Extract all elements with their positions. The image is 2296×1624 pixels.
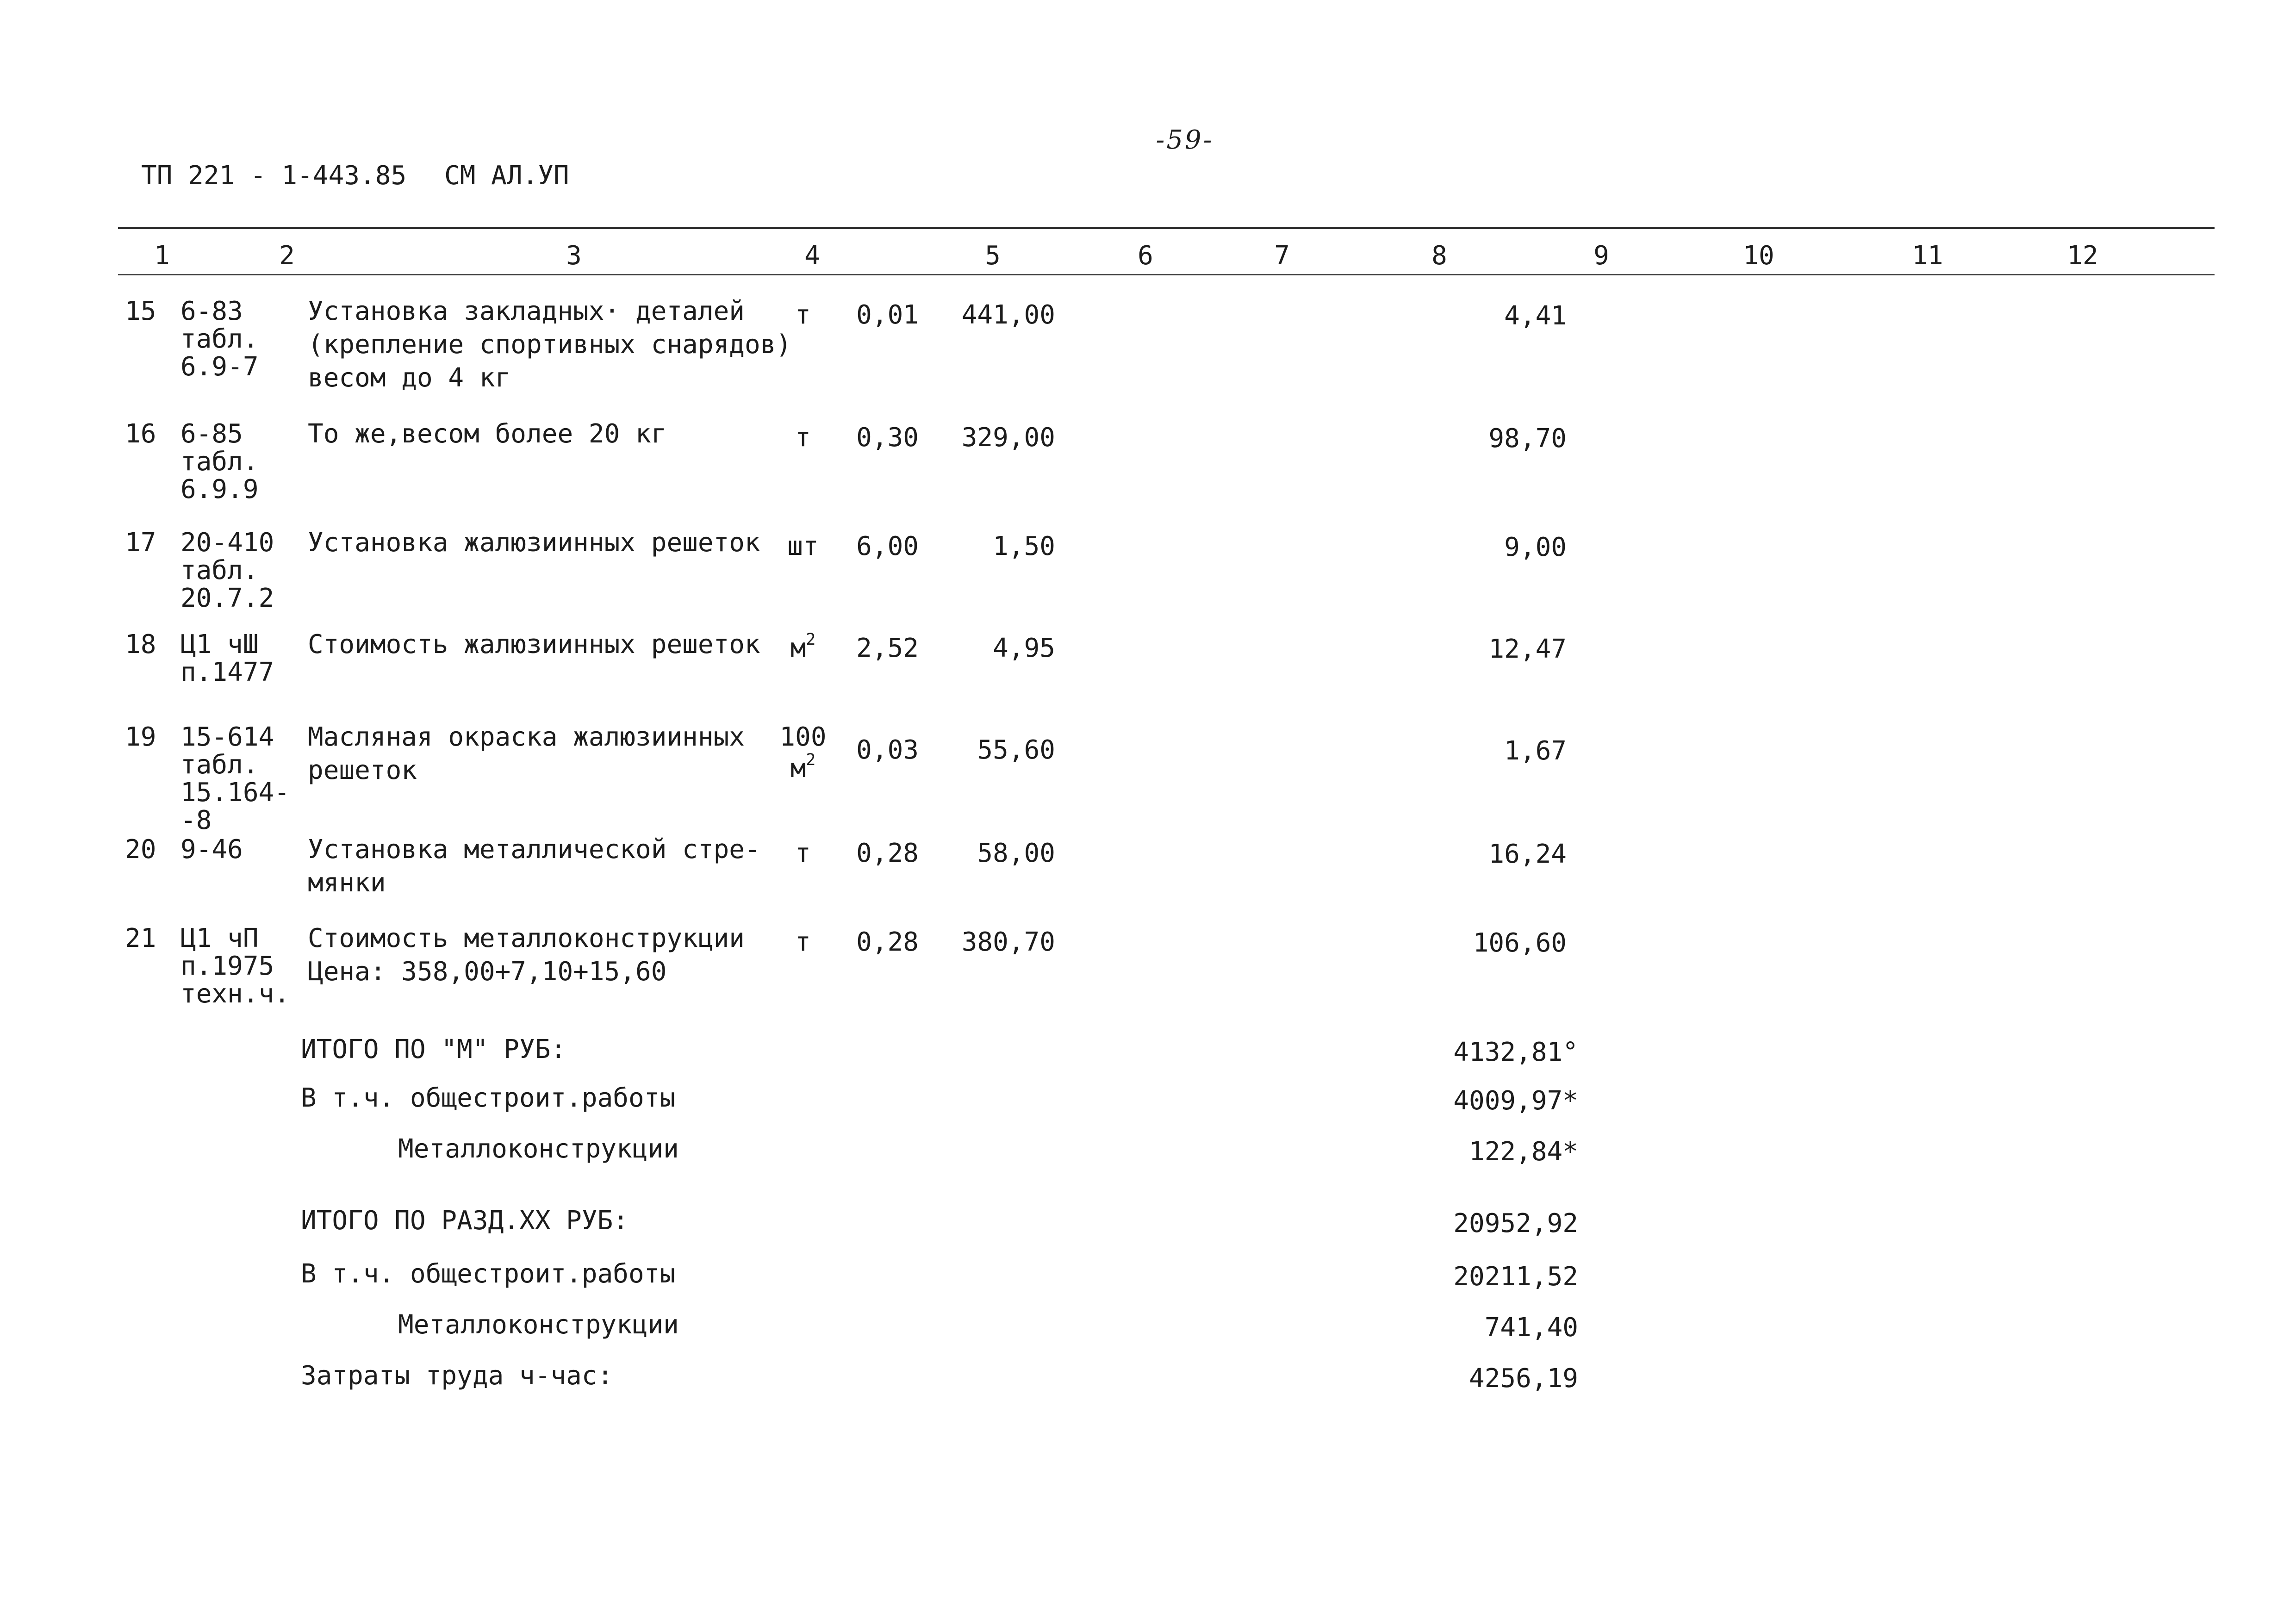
summary-label: Металлоконструкции (398, 1134, 679, 1164)
quantity: 0,30 (856, 423, 919, 453)
unit-price: 1,50 (993, 531, 1055, 561)
work-description: Установка закладных· деталей (308, 296, 745, 326)
column-header: 2 (279, 241, 295, 271)
total-cost: 4,41 (1504, 301, 1567, 331)
norm-reference: табл. (180, 447, 259, 477)
quantity: 0,01 (856, 300, 919, 330)
unit-price: 4,95 (993, 633, 1055, 663)
work-description: Стоимость жалюзиинных решеток (308, 629, 760, 660)
summary-value: 20211,52 (1453, 1262, 1578, 1292)
norm-reference: 9-46 (180, 834, 243, 865)
work-description: Масляная окраска жалюзиинных (308, 722, 745, 752)
page-number: -59- (1156, 125, 1214, 155)
work-description: решеток (308, 755, 417, 785)
table-top-rule (118, 227, 2215, 229)
summary-value: 122,84* (1468, 1137, 1578, 1167)
work-description: мянки (308, 868, 386, 898)
unit-text: т (795, 927, 811, 957)
unit-price: 329,00 (961, 423, 1055, 453)
column-header: 3 (566, 241, 582, 271)
norm-reference: Ц1 чШ (180, 629, 259, 660)
summary-value: 20952,92 (1453, 1208, 1578, 1238)
norm-reference: 6.9.9 (180, 474, 259, 504)
summary-label: ИТОГО ПО РАЗД.ХХ РУБ: (301, 1206, 629, 1236)
norm-reference: техн.ч. (180, 979, 290, 1009)
row-number: 18 (125, 629, 156, 660)
summary-label: Металлоконструкции (398, 1310, 679, 1340)
quantity: 0,28 (856, 927, 919, 957)
total-cost: 98,70 (1488, 423, 1567, 454)
total-cost: 12,47 (1488, 634, 1567, 664)
norm-reference: п.1975 (180, 951, 274, 981)
summary-value: 4256,19 (1468, 1363, 1578, 1394)
quantity: 2,52 (856, 633, 919, 663)
norm-reference: табл. (180, 555, 259, 585)
norm-reference: 6.9-7 (180, 352, 259, 382)
column-header: 7 (1274, 241, 1290, 271)
summary-value: 4132,81° (1453, 1037, 1578, 1067)
work-description: Установка жалюзиинных решеток (308, 528, 760, 558)
norm-reference: табл. (180, 324, 259, 354)
unit-text: т (795, 838, 811, 868)
norm-reference: табл. (180, 750, 259, 780)
unit-text: т (795, 423, 811, 453)
norm-reference: 15-614 (180, 722, 274, 752)
row-number: 17 (125, 528, 156, 558)
row-number: 19 (125, 722, 156, 752)
quantity: 0,28 (856, 838, 919, 868)
unit-text: т (795, 300, 811, 330)
total-cost: 9,00 (1504, 532, 1567, 562)
quantity: 0,03 (856, 735, 919, 765)
summary-label: Затраты труда ч-час: (301, 1361, 613, 1391)
norm-reference: -8 (180, 805, 212, 835)
unit-price: 58,00 (977, 838, 1055, 868)
column-header: 4 (804, 241, 820, 271)
column-header: 5 (985, 241, 1001, 271)
total-cost: 16,24 (1488, 839, 1567, 869)
work-description: (крепление спортивных снарядов) (308, 330, 792, 360)
column-header: 6 (1138, 241, 1153, 271)
summary-label: В т.ч. общестроит.работы (301, 1259, 676, 1289)
work-description: Установка металлической стре- (308, 834, 760, 865)
work-description: Стоимость металлоконструкции (308, 923, 745, 953)
column-header: 11 (1912, 241, 1943, 271)
quantity: 6,00 (856, 531, 919, 561)
row-number: 15 (125, 296, 156, 326)
work-description: То же,весом более 20 кг (308, 419, 667, 449)
unit-text: 100 (779, 722, 827, 752)
unit-exponent: 2 (806, 750, 816, 769)
summary-label: В т.ч. общестроит.работы (301, 1083, 676, 1113)
unit-price: 55,60 (977, 735, 1055, 765)
unit-exponent: 2 (806, 630, 816, 649)
row-number: 16 (125, 419, 156, 449)
column-header: 10 (1743, 241, 1774, 271)
norm-reference: п.1477 (180, 657, 274, 687)
row-number: 20 (125, 834, 156, 865)
summary-value: 4009,97* (1453, 1086, 1578, 1116)
unit-price: 380,70 (961, 927, 1055, 957)
norm-reference: 20.7.2 (180, 583, 274, 613)
summary-label: ИТОГО ПО "М" РУБ: (301, 1034, 566, 1064)
norm-reference: 15.164- (180, 778, 290, 808)
summary-value: 741,40 (1484, 1313, 1578, 1343)
column-header: 12 (2067, 241, 2098, 271)
unit-price: 441,00 (961, 300, 1055, 330)
total-cost: 1,67 (1504, 736, 1567, 766)
column-header: 8 (1431, 241, 1447, 271)
unit-text: шт (787, 531, 819, 561)
table-header-rule (118, 274, 2215, 275)
column-header: 9 (1593, 241, 1609, 271)
unit-text: м (790, 633, 806, 663)
total-cost: 106,60 (1473, 928, 1567, 958)
document-section: СМ АЛ.УП (444, 161, 569, 191)
document-code: ТП 221 - 1-443.85 (141, 161, 407, 191)
norm-reference: 6-83 (180, 296, 243, 326)
norm-reference: 6-85 (180, 419, 243, 449)
norm-reference: 20-410 (180, 528, 274, 558)
norm-reference: Ц1 чП (180, 923, 259, 953)
unit-text: м (790, 753, 806, 784)
column-header: 1 (154, 241, 170, 271)
work-description: весом до 4 кг (308, 363, 511, 393)
work-description: Цена: 358,00+7,10+15,60 (308, 957, 667, 987)
row-number: 21 (125, 923, 156, 953)
